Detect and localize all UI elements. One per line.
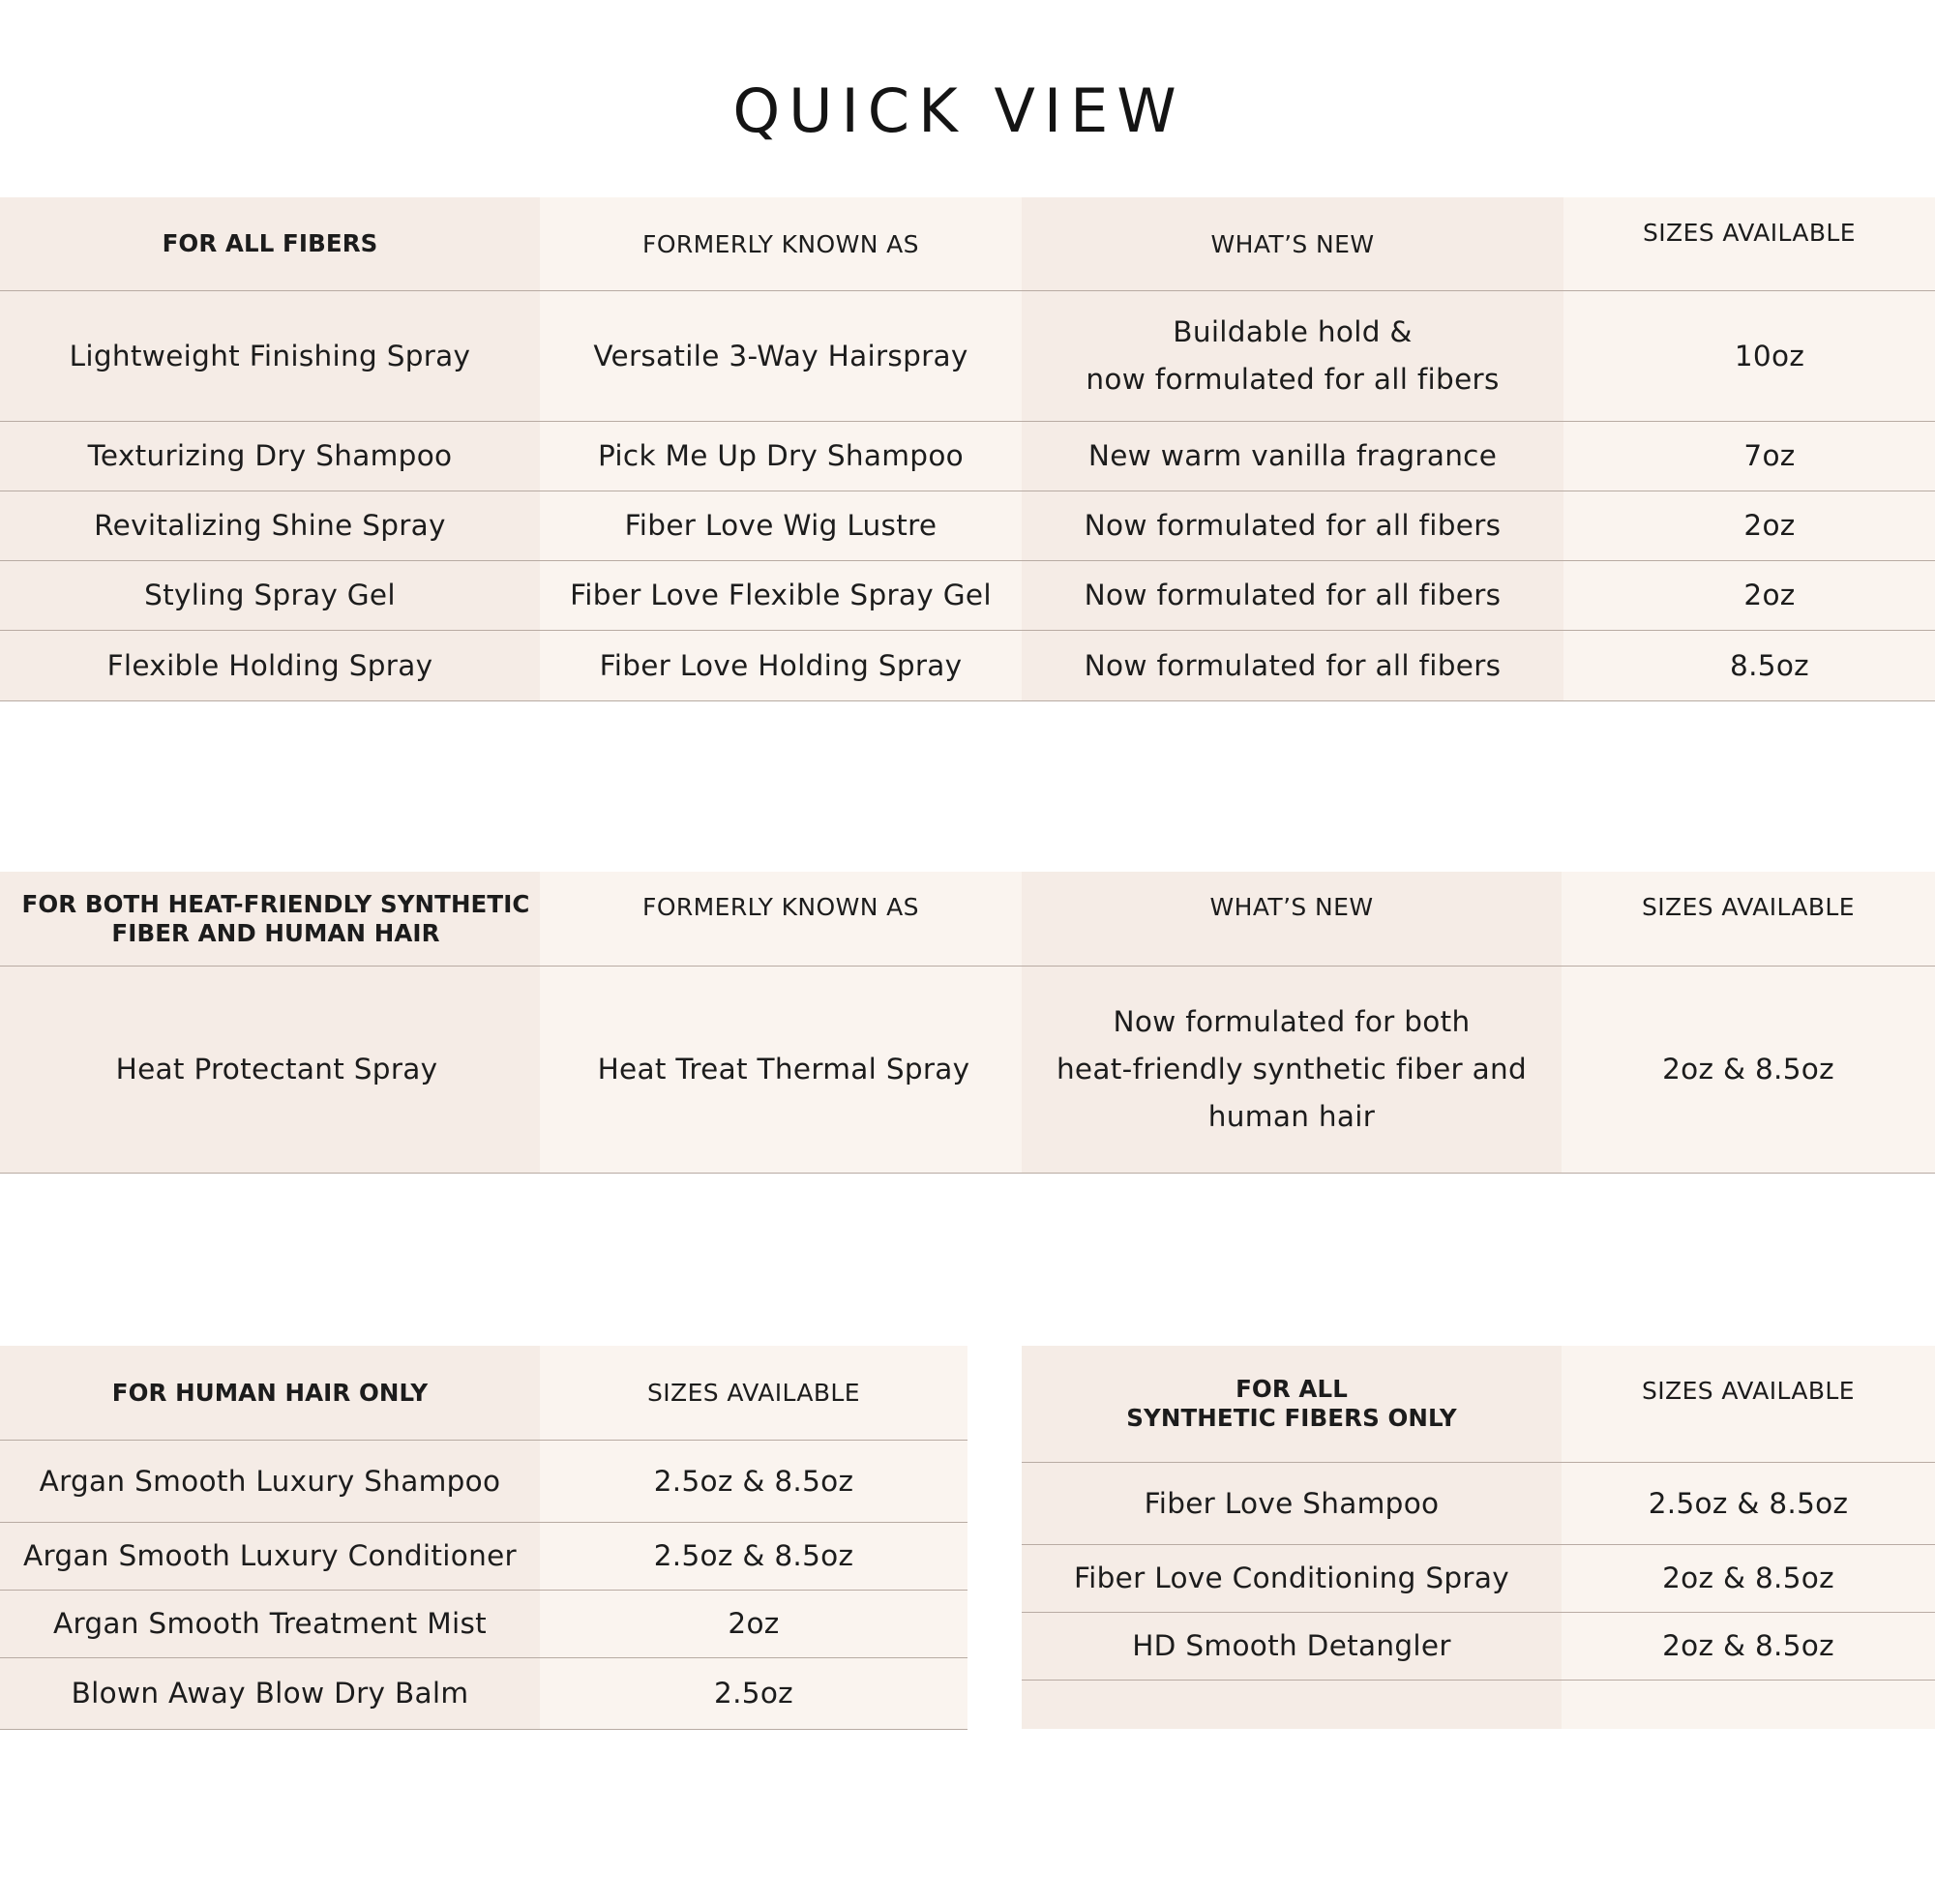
sizes-column-header <box>1563 197 1935 290</box>
product-cell <box>0 1441 540 1522</box>
product-cell <box>0 1591 540 1657</box>
header-label: WHAT’S NEW <box>1209 893 1374 921</box>
whats-new-column-header <box>1022 197 1563 290</box>
table-header-row <box>0 197 1935 291</box>
sizes-cell <box>1563 422 1935 491</box>
header-label: FOR ALL <box>1235 1375 1348 1403</box>
sizes-column-header <box>540 1346 968 1440</box>
whats-new-cell <box>1022 422 1563 491</box>
formerly-cell <box>540 561 1022 630</box>
sizes-text: 10oz <box>1734 339 1805 372</box>
header-label: SIZES AVAILABLE <box>1642 1377 1855 1405</box>
table-header-row <box>0 1346 968 1441</box>
sizes-cell <box>1563 491 1935 560</box>
product-cell <box>1022 1613 1562 1680</box>
table-header-row <box>0 872 1935 967</box>
header-label: FORMERLY KNOWN AS <box>642 229 919 258</box>
formerly-column-header <box>540 872 1022 966</box>
sizes-text: 7oz <box>1743 439 1796 472</box>
sizes-cell <box>1562 1463 1935 1544</box>
table-row <box>1022 1613 1935 1681</box>
product-column-header <box>0 872 540 966</box>
sizes-column-header <box>1562 1346 1935 1462</box>
table-row <box>0 491 1935 561</box>
product-name: Styling Spray Gel <box>144 579 396 611</box>
header-label: SIZES AVAILABLE <box>1643 219 1856 247</box>
sizes-cell <box>1562 1613 1935 1680</box>
formerly-name: Versatile 3-Way Hairspray <box>593 339 968 372</box>
whats-new-cell <box>1022 631 1563 700</box>
sizes-text: 2oz <box>1743 579 1796 611</box>
product-name: Blown Away Blow Dry Balm <box>71 1677 469 1710</box>
table-row <box>0 1523 968 1591</box>
sizes-text: 2oz & 8.5oz <box>1662 1053 1834 1086</box>
formerly-cell <box>540 631 1022 700</box>
table-row <box>0 1658 968 1730</box>
formerly-name: Fiber Love Flexible Spray Gel <box>570 579 992 611</box>
sizes-text: 2oz <box>728 1607 780 1640</box>
whats-new-text: New warm vanilla fragrance <box>1087 439 1498 472</box>
whats-new-text: human hair <box>1207 1100 1376 1133</box>
header-label: SIZES AVAILABLE <box>647 1379 860 1407</box>
table-header-row <box>1022 1346 1935 1463</box>
sizes-cell <box>1563 631 1935 700</box>
sizes-cell <box>1562 1545 1935 1612</box>
whats-new-text: heat-friendly synthetic fiber and <box>1056 1053 1528 1086</box>
product-cell <box>0 631 540 700</box>
header-label: FOR ALL FIBERS <box>162 229 378 257</box>
whats-new-cell <box>1022 561 1563 630</box>
product-cell <box>1022 1463 1562 1544</box>
header-label: FOR BOTH HEAT-FRIENDLY SYNTHETIC <box>21 889 530 918</box>
whats-new-cell <box>1022 491 1563 560</box>
table-row <box>0 561 1935 631</box>
empty-row <box>1022 1681 1935 1729</box>
heat-friendly-table <box>0 872 1935 1175</box>
header-label: WHAT’S NEW <box>1210 229 1375 258</box>
whats-new-text: now formulated for all fibers <box>1086 363 1500 396</box>
formerly-cell <box>540 291 1022 421</box>
synthetic-fibers-table <box>1022 1346 1935 1731</box>
whats-new-cell <box>1022 967 1562 1173</box>
product-cell <box>0 491 540 560</box>
formerly-name: Heat Treat Thermal Spray <box>597 1053 970 1086</box>
sizes-text: 2.5oz & 8.5oz <box>653 1539 854 1572</box>
table-row <box>0 1441 968 1523</box>
all-fibers-table <box>0 197 1935 703</box>
whats-new-text: Buildable hold & <box>1173 315 1413 348</box>
sizes-cell <box>540 1441 968 1522</box>
product-column-header <box>0 197 540 290</box>
product-cell <box>0 561 540 630</box>
product-column-header <box>0 1346 540 1440</box>
product-name: Flexible Holding Spray <box>106 648 433 682</box>
header-label: SYNTHETIC FIBERS ONLY <box>1126 1404 1457 1432</box>
product-cell <box>0 967 540 1173</box>
sizes-cell <box>540 1658 968 1729</box>
sizes-cell <box>1562 967 1935 1173</box>
product-name: Lightweight Finishing Spray <box>69 339 471 372</box>
product-cell <box>0 1658 540 1729</box>
header-label: FOR HUMAN HAIR ONLY <box>111 1378 429 1407</box>
formerly-name: Pick Me Up Dry Shampoo <box>597 439 965 472</box>
whats-new-text: Now formulated for both <box>1113 1005 1471 1038</box>
product-name: Revitalizing Shine Spray <box>94 509 446 542</box>
product-name: Heat Protectant Spray <box>115 1053 438 1086</box>
sizes-cell <box>1563 561 1935 630</box>
product-name: Fiber Love Conditioning Spray <box>1074 1562 1509 1594</box>
product-name: Argan Smooth Treatment Mist <box>52 1607 488 1640</box>
table-row <box>0 967 1935 1174</box>
formerly-cell <box>540 967 1022 1173</box>
formerly-name: Fiber Love Wig Lustre <box>624 509 938 542</box>
sizes-text: 2oz & 8.5oz <box>1662 1629 1834 1662</box>
product-cell <box>0 422 540 491</box>
sizes-text: 8.5oz <box>1730 648 1809 682</box>
product-cell <box>0 1523 540 1590</box>
product-name: Texturizing Dry Shampoo <box>87 439 453 472</box>
header-label: FORMERLY KNOWN AS <box>642 893 919 921</box>
table-row <box>1022 1545 1935 1613</box>
product-column-header <box>1022 1346 1562 1462</box>
table-row <box>0 1591 968 1658</box>
formerly-cell <box>540 491 1022 560</box>
human-hair-table <box>0 1346 968 1731</box>
header-label: FIBER AND HUMAN HAIR <box>111 918 440 947</box>
sizes-cell <box>540 1591 968 1657</box>
sizes-cell <box>540 1523 968 1590</box>
whats-new-cell <box>1022 291 1563 421</box>
whats-new-text: Now formulated for all fibers <box>1084 648 1502 682</box>
table-row <box>0 291 1935 422</box>
sizes-column-header <box>1562 872 1935 966</box>
whats-new-text: Now formulated for all fibers <box>1084 509 1502 542</box>
table-row <box>0 631 1935 701</box>
product-name: HD Smooth Detangler <box>1132 1629 1451 1662</box>
formerly-name: Fiber Love Holding Spray <box>599 648 963 682</box>
sizes-text: 2oz <box>1743 509 1796 542</box>
whats-new-column-header <box>1022 872 1562 966</box>
page-title: QUICK VIEW <box>732 75 1185 146</box>
table-row <box>1022 1463 1935 1545</box>
whats-new-text: Now formulated for all fibers <box>1084 579 1502 611</box>
sizes-text: 2oz & 8.5oz <box>1662 1562 1834 1594</box>
formerly-cell <box>540 422 1022 491</box>
header-label: SIZES AVAILABLE <box>1642 893 1855 921</box>
sizes-text: 2.5oz & 8.5oz <box>1648 1486 1849 1520</box>
table-row <box>0 422 1935 491</box>
product-name: Argan Smooth Luxury Conditioner <box>23 1539 517 1572</box>
product-cell <box>0 291 540 421</box>
sizes-text: 2.5oz <box>714 1677 793 1710</box>
product-cell <box>1022 1545 1562 1612</box>
product-name: Argan Smooth Luxury Shampoo <box>39 1464 501 1498</box>
sizes-cell <box>1563 291 1935 421</box>
product-name: Fiber Love Shampoo <box>1144 1486 1440 1520</box>
sizes-text: 2.5oz & 8.5oz <box>653 1464 854 1498</box>
formerly-column-header <box>540 197 1022 290</box>
